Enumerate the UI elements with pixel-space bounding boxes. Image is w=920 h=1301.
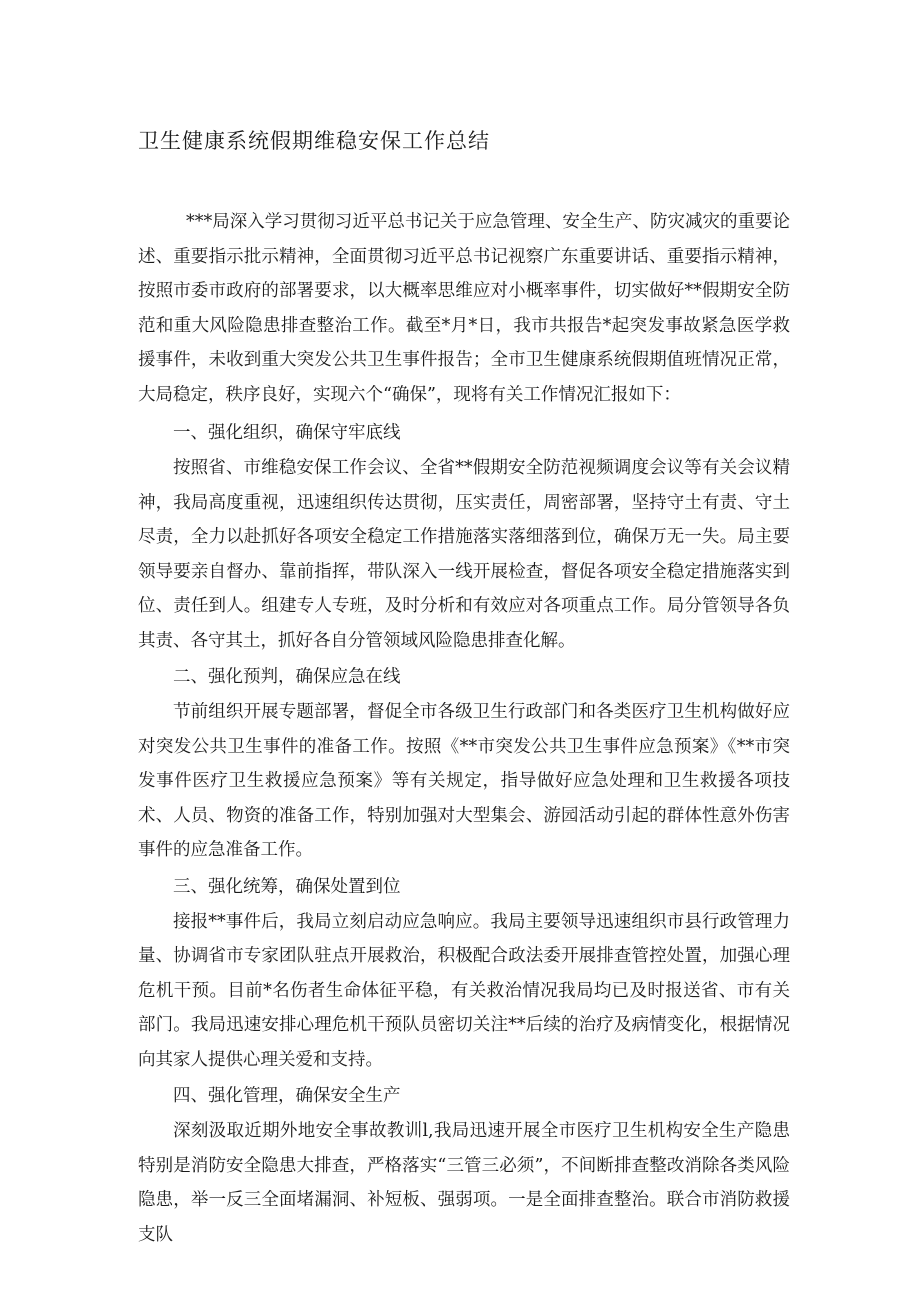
- section-paragraph-3: 接报**事件后，我局立刻启动应急响应。我局主要领导迅速组织市县行政管理力量、协调省市专家团队驻点开展救治，积极配合政法委开展排查管控处置，加强心理危机干预。目前*名伤者生命体征平稳，有关救治情况我局均已及时报送省、市有关部门。我局迅速安排心理危机干预队员密切关注**后续的治疗及病情变化，根据情况向其家人提供心理关爱和支持。: [138, 911, 790, 1070]
- section-heading-2: 二、强化预判，确保应急在线: [173, 667, 401, 687]
- section-heading-1: 一、强化组织，确保守牢底线: [173, 423, 401, 443]
- intro-paragraph: ***局深入学习贯彻习近平总书记关于应急管理、安全生产、防灾减灾的重要论述、重要指示批示精神，全面贯彻习近平总书记视察广东重要讲话、重要指示精神，按照市委市政府的部署要求，以大概率思维应对小概率事件，切实做好**假期安全防范和重大风险隐患排查整治工作。截至*月*日，我市共报告*起突发事故紧急医学救援事件，未收到重大突发公共卫生事件报告；全市卫生健康系统假期值班情况正常，大局稳定，秩序良好，实现六个“确保”，现将有关工作情况汇报如下：: [138, 212, 790, 405]
- section-paragraph-4: 深刻汲取近期外地安全事故教训l,我局迅速开展全市医疗卫生机构安全生产隐患特别是消防安全隐患大排查，严格落实“三管三必须”，不间断排查整改消除各类风险隐患，举一反三全面堵漏洞、补短板、强弱项。一是全面排查整治。联合市消防救援支队: [138, 1121, 790, 1245]
- section-paragraph-2: 节前组织开展专题部署，督促全市各级卫生行政部门和各类医疗卫生机构做好应对突发公共卫生事件的准备工作。按照《**市突发公共卫生事件应急预案》《**市突发事件医疗卫生救援应急预案》等有关规定，指导做好应急处理和卫生救援各项技术、人员、物资的准备工作，特别加强对大型集会、游园活动引起的群体性意外伤害事件的应急准备工作。: [138, 702, 790, 860]
- section-heading-3: 三、强化统筹，确保处置到位: [173, 876, 401, 897]
- document-body: [138, 205, 790, 1252]
- section-paragraph-1: 按照省、市维稳安保工作会议、全省**假期安全防范视频调度会议等有关会议精神，我局高度重视，迅速组织传达贯彻，压实责任，周密部署，坚持守土有责、守土尽责，全力以赴抓好各项安全稳定工作措施落实落细落到位，确保万无一失。局主要领导要亲自督办、靠前指挥，带队深入一线开展检查，督促各项安全稳定措施落实到位、责任到人。组建专人专班，及时分析和有效应对各项重点工作。局分管领导各负其责、各守其土，抓好各自分管领域风险隐患排查化解。: [138, 458, 790, 651]
- section-heading-4: 四、强化管理，确保安全生产: [173, 1086, 401, 1106]
- document-title: 卫生健康系统假期维稳安保工作总结: [138, 129, 490, 153]
